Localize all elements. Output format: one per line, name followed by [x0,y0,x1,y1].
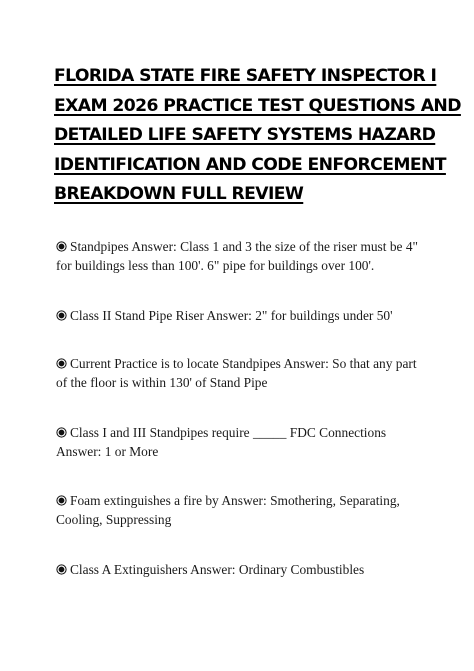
title-line: DETAILED LIFE SAFETY SYSTEMS HAZARD [54,125,436,145]
qa-text: Current Practice is to locate Standpipes Answer: So that any part of the floor is within 130' of Stand Pipe [56,356,417,390]
qa-text: Foam extinguishes a fire by Answer: Smothering, Separating, Cooling, Suppressing [56,493,400,527]
fisheye-bullet-icon [56,358,67,369]
fisheye-bullet-icon [56,427,67,438]
title-line: EXAM 2026 PRACTICE TEST QUESTIONS AND [54,95,461,116]
title-line: IDENTIFICATION AND CODE ENFORCEMENT [54,154,446,175]
qa-text: Standpipes Answer: Class 1 and 3 the size of the riser must be 4" for buildings less than 100'. 6" pipe for buildings over 100'. [56,239,418,273]
qa-text: Class I and III Standpipes require _____ FDC Connections Answer: 1 or More [56,425,387,459]
qa-item [56,355,426,392]
qa-item [56,238,426,275]
fisheye-bullet-icon [56,310,67,321]
title-line: FLORIDA STATE FIRE SAFETY INSPECTOR I [54,66,437,86]
qa-text: Class II Stand Pipe Riser Answer: 2" for buildings under 50' [70,308,393,323]
qa-text: Class A Extinguishers Answer: Ordinary Combustibles [70,562,365,577]
qa-item [56,492,426,529]
qa-item [56,307,426,326]
qa-item [56,561,426,580]
fisheye-bullet-icon [56,495,67,506]
title-line: BREAKDOWN FULL REVIEW [54,184,304,204]
fisheye-bullet-icon [56,564,67,575]
fisheye-bullet-icon [56,241,67,252]
qa-item [56,424,426,461]
document-title [54,62,461,210]
